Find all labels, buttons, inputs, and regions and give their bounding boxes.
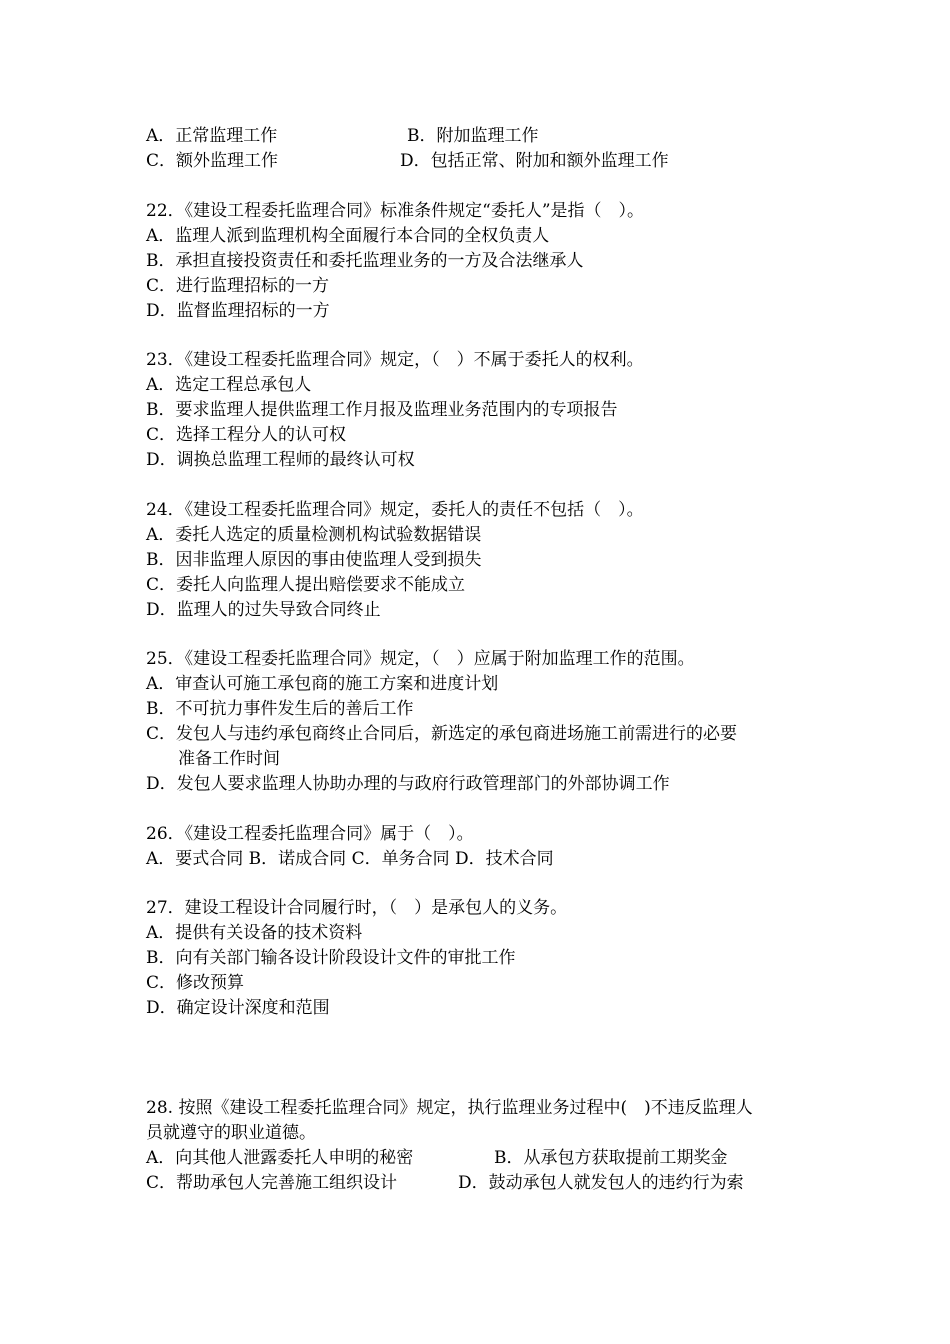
q21-option-b: B．附加监理工作 xyxy=(407,126,539,146)
q28-stem-line2: 员就遵守的职业道德。 xyxy=(146,1123,316,1143)
q25-option-c-line1: C．发包人与违约承包商终止合同后，新选定的承包商进场施工前需进行的必要 xyxy=(146,724,738,744)
q24-option-c: C．委托人向监理人提出赔偿要求不能成立 xyxy=(146,575,466,595)
q25-option-b: B．不可抗力事件发生后的善后工作 xyxy=(146,699,414,719)
q22-stem: 22．《建设工程委托监理合同》标准条件规定“委托人”是指（ ）。 xyxy=(146,201,645,221)
q21-option-d: D．包括正常、附加和额外监理工作 xyxy=(400,151,669,171)
q26-stem: 26．《建设工程委托监理合同》属于（ ）。 xyxy=(146,824,474,844)
q28-option-d: D．鼓动承包人就发包人的违约行为索 xyxy=(458,1173,744,1193)
q27-option-b: B．向有关部门输各设计阶段设计文件的审批工作 xyxy=(146,948,516,968)
q25-option-d: D．发包人要求监理人协助办理的与政府行政管理部门的外部协调工作 xyxy=(146,774,670,794)
q28-option-c: C．帮助承包人完善施工组织设计 xyxy=(146,1173,398,1193)
q23-option-d: D．调换总监理工程师的最终认可权 xyxy=(146,450,415,470)
q28-stem-line1: 28. 按照《建设工程委托监理合同》规定，执行监理业务过程中( )不违反监理人 xyxy=(146,1098,753,1118)
q22-option-c: C．进行监理招标的一方 xyxy=(146,276,330,296)
q22-option-a: A．监理人派到监理机构全面履行本合同的全权负责人 xyxy=(146,226,550,246)
q25-option-a: A．审查认可施工承包商的施工方案和进度计划 xyxy=(146,674,499,694)
q23-option-c: C．选择工程分人的认可权 xyxy=(146,425,347,445)
q23-stem: 23．《建设工程委托监理合同》规定，（ ）不属于委托人的权利。 xyxy=(146,350,644,370)
q23-option-b: B．要求监理人提供监理工作月报及监理业务范围内的专项报告 xyxy=(146,400,618,420)
q27-option-c: C．修改预算 xyxy=(146,973,245,993)
q24-option-d: D．监理人的过失导致合同终止 xyxy=(146,600,381,620)
q22-option-b: B．承担直接投资责任和委托监理业务的一方及合法继承人 xyxy=(146,251,584,271)
q27-stem: 27．建设工程设计合同履行时，（ ）是承包人的义务。 xyxy=(146,898,568,918)
q25-option-c-line2: 准备工作时间 xyxy=(178,749,280,769)
q21-option-c: C．额外监理工作 xyxy=(146,151,279,171)
q24-option-a: A．委托人选定的质量检测机构试验数据错误 xyxy=(146,525,482,545)
q23-option-a: A．选定工程总承包人 xyxy=(146,375,312,395)
q27-option-d: D．确定设计深度和范围 xyxy=(146,998,330,1018)
q21-option-a: A．正常监理工作 xyxy=(146,126,278,146)
q24-option-b: B．因非监理人原因的事由使监理人受到损失 xyxy=(146,550,482,570)
q28-option-b: B．从承包方获取提前工期奖金 xyxy=(494,1148,728,1168)
q27-option-a: A．提供有关设备的技术资料 xyxy=(146,923,363,943)
q28-option-a: A．向其他人泄露委托人申明的秘密 xyxy=(146,1148,414,1168)
q22-option-d: D．监督监理招标的一方 xyxy=(146,301,330,321)
q24-stem: 24．《建设工程委托监理合同》规定，委托人的责任不包括（ ）。 xyxy=(146,500,644,520)
q25-stem: 25．《建设工程委托监理合同》规定，（ ）应属于附加监理工作的范围。 xyxy=(146,649,695,669)
q26-options: A．要式合同 B．诺成合同 C．单务合同 D．技术合同 xyxy=(146,849,554,869)
